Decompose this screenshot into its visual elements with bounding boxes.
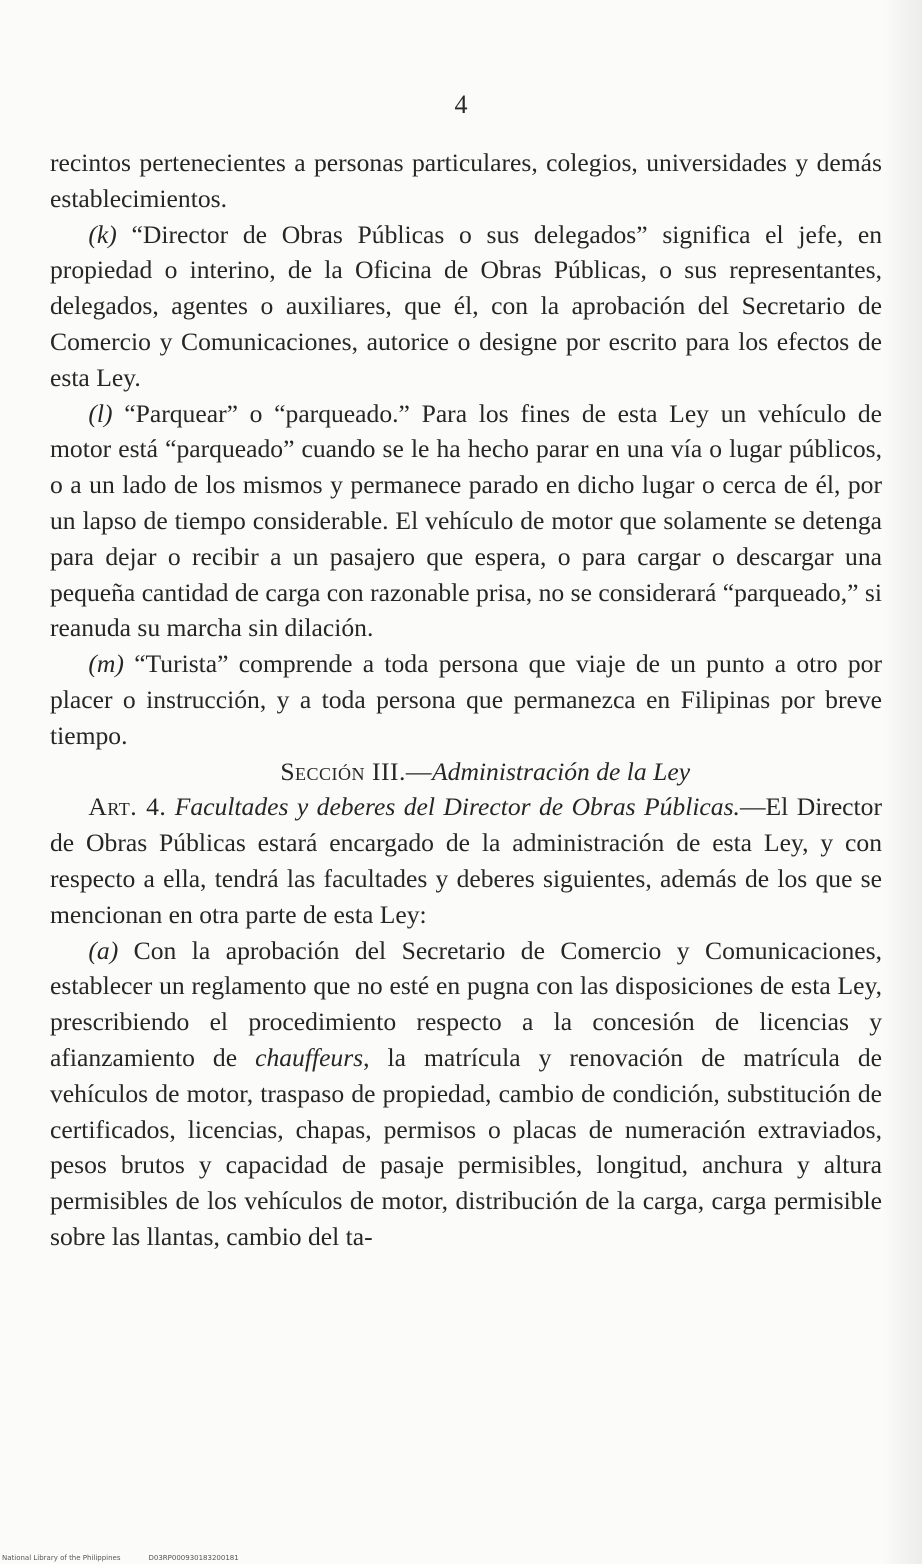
- item-a-text-before: Con la aprobación del Secretario de Comercio y Comunicaciones, establecer un reglamento que no esté en pugna con las disposiciones de esta Ley, prescribiendo el procedimiento respecto a la concesión de licencias y afianzamiento de: [50, 935, 882, 1072]
- paragraph-continuation: recintos pertenecientes a personas particulares, colegios, universidades y demás establecimientos.: [50, 148, 882, 213]
- section-heading: [50, 754, 882, 790]
- page-number: 4: [454, 90, 468, 119]
- item-marker-a: (a): [88, 935, 119, 965]
- definition-l: [50, 396, 882, 647]
- footer-library: National Library of the Philippines: [2, 1554, 121, 1562]
- section-label: Sección III.—: [280, 756, 433, 786]
- article-title: Facultades y deberes del Director de Obras Públicas.: [166, 792, 740, 822]
- article-label: Art. 4.: [88, 792, 167, 822]
- definition-m-text: “Turista” comprende a toda persona que viaje de un punto a otro por placer o instrucción, y a toda persona que permanezca en Filipinas por breve tiempo.: [50, 649, 882, 750]
- section-title: Administración de la Ley: [432, 756, 691, 786]
- definition-m: [50, 646, 882, 753]
- item-marker-l: (l): [88, 398, 113, 428]
- page-edge-shadow: [882, 0, 922, 1564]
- definition-k-text: “Director de Obras Públicas o sus delegados” significa el jefe, en propiedad o interino, de la Oficina de Obras Públicas, o sus representantes, delegados, agentes o auxiliares, que él, con la aprobación del Secretario de Comercio y Comunicaciones, autorice o designe por escrito para los efectos de esta Ley.: [50, 219, 882, 392]
- definition-l-text: “Parquear” o “parqueado.” Para los fines de esta Ley un vehículo de motor está “parqueado” cuando se le ha hecho parar en una vía o lugar públicos, o a un lado de los mismos y permanece parado en dicho lugar o cerca de él, por un lapso de tiempo considerable. El vehículo de motor que solamente se detenga para dejar o recibir a un pasajero que espera, o para cargar o descargar una pequeña cantidad de carga con razonable prisa, no se considerará “parqueado,” si reanuda su marcha sin dilación.: [50, 398, 882, 643]
- scan-footer: [2, 1554, 267, 1562]
- body-text: [50, 145, 882, 1255]
- item-a: [50, 933, 882, 1255]
- item-marker-k: (k): [88, 219, 117, 249]
- item-a-text-after: , la matrícula y renovación de matrícula de vehículos de motor, traspaso de propiedad, cambio de condición, substitución de certificados, licencias, chapas, permisos o placas de numeración extraviados, pesos brutos y capacidad de pasaje permisibles, longitud, anchura y altura permisibles de los vehículos de motor, distribución de la carga, carga permisible sobre las llantas, cambio del ta-: [50, 1042, 883, 1251]
- article-text: —El Director de Obras Públicas estará encargado de la administración de esta Ley, y con respecto a ella, tendrá las facultades y deberes siguientes, además de los que se mencionan en otra parte de esta Ley:: [50, 792, 882, 929]
- definition-k: [50, 217, 882, 396]
- item-marker-m: (m): [88, 649, 124, 679]
- footer-code: D03RP000930183200181: [148, 1554, 239, 1562]
- article-4: [50, 789, 882, 932]
- item-a-italic-word: chauffeurs: [255, 1042, 364, 1072]
